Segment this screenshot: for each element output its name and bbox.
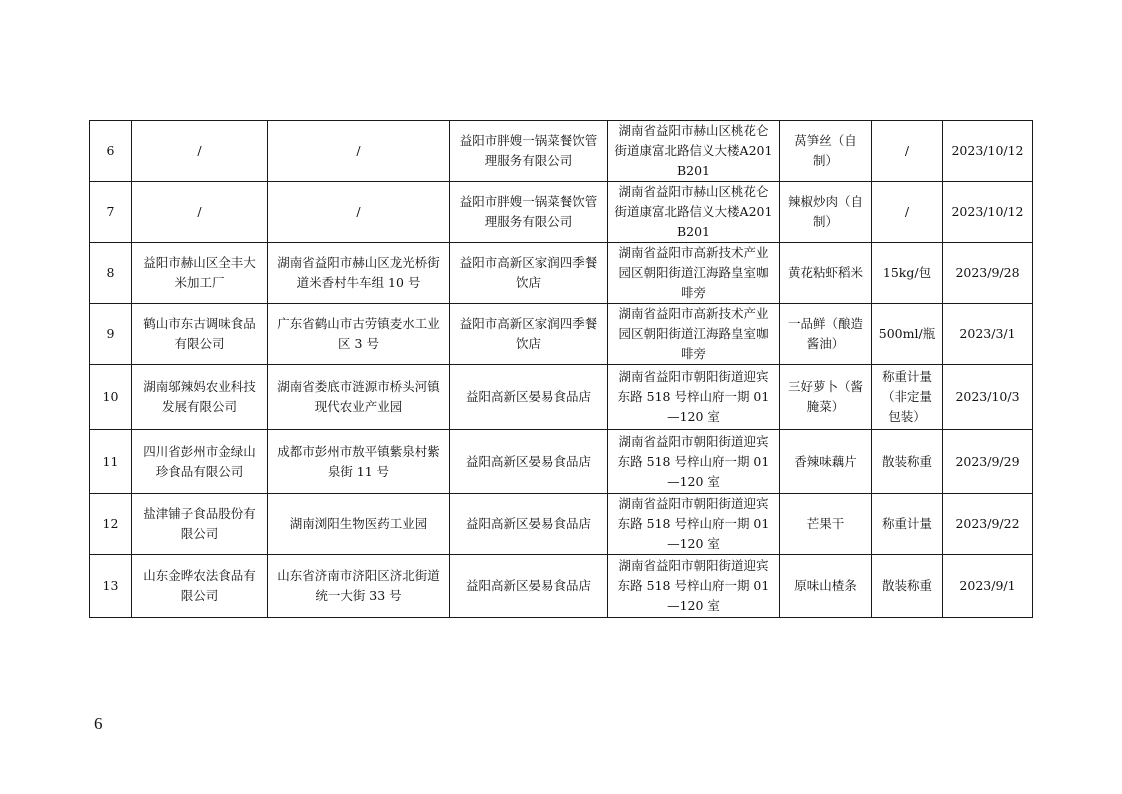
product-name: 一品鲜（酿造酱油） — [780, 304, 872, 365]
manufacturer-address: / — [268, 121, 450, 182]
manufacturer-address: / — [268, 182, 450, 243]
product-spec: 散装称重 — [872, 430, 943, 494]
product-name: 辣椒炒肉（自制） — [780, 182, 872, 243]
table-row — [90, 182, 1033, 243]
sampling-table — [89, 120, 1033, 618]
manufacturer-name: 益阳市赫山区全丰大米加工厂 — [132, 243, 268, 304]
manufacturer-address: 湖南省益阳市赫山区龙光桥街道米香村牛车组 10 号 — [268, 243, 450, 304]
table-row — [90, 243, 1033, 304]
production-date: 2023/10/12 — [943, 182, 1033, 243]
sampled-unit-name: 益阳市胖嫂一锅菜餐饮管理服务有限公司 — [450, 121, 608, 182]
table-row — [90, 304, 1033, 365]
sampled-unit-address: 湖南省益阳市朝阳街道迎宾东路 518 号梓山府一期 01—120 室 — [608, 365, 780, 430]
manufacturer-address: 广东省鹤山市古劳镇麦水工业区 3 号 — [268, 304, 450, 365]
manufacturer-name: / — [132, 182, 268, 243]
sampled-unit-name: 益阳高新区晏易食品店 — [450, 365, 608, 430]
product-spec: 500ml/瓶 — [872, 304, 943, 365]
table-row — [90, 121, 1033, 182]
table-row — [90, 555, 1033, 618]
product-spec: / — [872, 182, 943, 243]
production-date: 2023/9/22 — [943, 494, 1033, 555]
manufacturer-name: 鹤山市东古调味食品有限公司 — [132, 304, 268, 365]
sampled-unit-address: 湖南省益阳市高新技术产业园区朝阳街道江海路皇室咖啡旁 — [608, 304, 780, 365]
sampled-unit-name: 益阳高新区晏易食品店 — [450, 494, 608, 555]
row-number: 10 — [90, 365, 132, 430]
table-row — [90, 430, 1033, 494]
production-date: 2023/10/12 — [943, 121, 1033, 182]
sampled-unit-name: 益阳市高新区家润四季餐饮店 — [450, 304, 608, 365]
table-row — [90, 365, 1033, 430]
product-name: 莴笋丝（自制） — [780, 121, 872, 182]
manufacturer-address: 成都市彭州市敖平镇紫泉村紫泉街 11 号 — [268, 430, 450, 494]
sampled-unit-address: 湖南省益阳市朝阳街道迎宾东路 518 号梓山府一期 01—120 室 — [608, 430, 780, 494]
manufacturer-name: 四川省彭州市金绿山珍食品有限公司 — [132, 430, 268, 494]
sampled-unit-address: 湖南省益阳市朝阳街道迎宾东路 518 号梓山府一期 01—120 室 — [608, 494, 780, 555]
production-date: 2023/9/1 — [943, 555, 1033, 618]
product-spec: 15kg/包 — [872, 243, 943, 304]
page-number: 6 — [94, 714, 103, 733]
product-name: 原味山楂条 — [780, 555, 872, 618]
production-date: 2023/10/3 — [943, 365, 1033, 430]
product-name: 芒果干 — [780, 494, 872, 555]
manufacturer-name: 盐津铺子食品股份有限公司 — [132, 494, 268, 555]
sampled-unit-name: 益阳高新区晏易食品店 — [450, 555, 608, 618]
production-date: 2023/9/29 — [943, 430, 1033, 494]
sampled-unit-name: 益阳市胖嫂一锅菜餐饮管理服务有限公司 — [450, 182, 608, 243]
manufacturer-name: 山东金晔农法食品有限公司 — [132, 555, 268, 618]
manufacturer-name: 湖南邬辣妈农业科技发展有限公司 — [132, 365, 268, 430]
sampled-unit-address: 湖南省益阳市高新技术产业园区朝阳街道江海路皇室咖啡旁 — [608, 243, 780, 304]
manufacturer-address: 湖南省娄底市涟源市桥头河镇现代农业产业园 — [268, 365, 450, 430]
sampled-unit-address: 湖南省益阳市赫山区桃花仑街道康富北路信义大楼A201B201 — [608, 121, 780, 182]
row-number: 7 — [90, 182, 132, 243]
production-date: 2023/3/1 — [943, 304, 1033, 365]
table-row — [90, 494, 1033, 555]
product-name: 香辣味藕片 — [780, 430, 872, 494]
product-spec: / — [872, 121, 943, 182]
manufacturer-address: 湖南浏阳生物医药工业园 — [268, 494, 450, 555]
row-number: 13 — [90, 555, 132, 618]
row-number: 6 — [90, 121, 132, 182]
sampled-unit-address: 湖南省益阳市赫山区桃花仑街道康富北路信义大楼A201B201 — [608, 182, 780, 243]
sampled-unit-name: 益阳高新区晏易食品店 — [450, 430, 608, 494]
product-name: 三好萝卜（酱腌菜） — [780, 365, 872, 430]
sampled-unit-address: 湖南省益阳市朝阳街道迎宾东路 518 号梓山府一期 01—120 室 — [608, 555, 780, 618]
product-spec: 称重计量 — [872, 494, 943, 555]
production-date: 2023/9/28 — [943, 243, 1033, 304]
product-spec: 散装称重 — [872, 555, 943, 618]
row-number: 9 — [90, 304, 132, 365]
row-number: 8 — [90, 243, 132, 304]
row-number: 12 — [90, 494, 132, 555]
product-spec: 称重计量（非定量包装） — [872, 365, 943, 430]
product-name: 黄花粘虾稻米 — [780, 243, 872, 304]
sampled-unit-name: 益阳市高新区家润四季餐饮店 — [450, 243, 608, 304]
row-number: 11 — [90, 430, 132, 494]
manufacturer-name: / — [132, 121, 268, 182]
manufacturer-address: 山东省济南市济阳区济北街道统一大街 33 号 — [268, 555, 450, 618]
